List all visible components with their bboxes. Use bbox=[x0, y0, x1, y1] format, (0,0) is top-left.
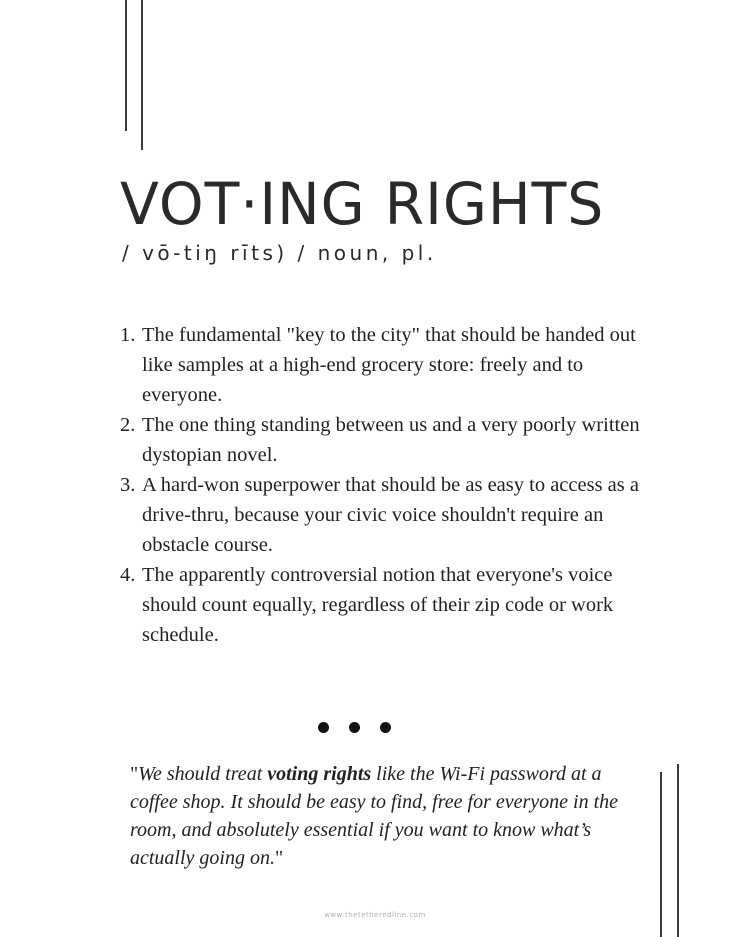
separator-dots bbox=[318, 722, 391, 733]
top-left-line-1 bbox=[125, 0, 127, 131]
dot-icon bbox=[318, 722, 329, 733]
quote-open-mark: " bbox=[130, 763, 139, 785]
definition-text: The fundamental "key to the city" that should be handed out like samples at a high-end grocery store: freely and to everyone. bbox=[142, 324, 636, 406]
definition-item bbox=[120, 320, 660, 410]
definition-item bbox=[120, 560, 660, 650]
quote-close-mark: " bbox=[274, 847, 284, 869]
quote-text-after: like the Wi-Fi password at a coffee shop. It should be easy to find, free for everyone in the room, and absolutely essential if you want to know what’s actually going on. bbox=[130, 763, 619, 869]
definition-number: 2. bbox=[120, 414, 136, 436]
definition-text: A hard-won superpower that should be as easy to access as a drive-thru, because your civic voice shouldn't require an obstacle course. bbox=[142, 474, 639, 556]
page-title: VOT·ING RIGHTS bbox=[120, 170, 605, 238]
pronunciation: / vō-tiŋ rīts) / noun, pl. bbox=[122, 241, 437, 265]
definition-item bbox=[120, 410, 660, 470]
quote-emphasis: voting rights bbox=[267, 763, 372, 785]
definition-list bbox=[120, 320, 660, 650]
definition-text: The one thing standing between us and a very poorly written dystopian novel. bbox=[142, 414, 640, 466]
top-left-line-2 bbox=[141, 0, 143, 150]
quote-text-before: We should treat bbox=[138, 763, 268, 785]
definition-text: The apparently controversial notion that everyone's voice should count equally, regardless of their zip code or work schedule. bbox=[142, 564, 614, 646]
quote bbox=[130, 760, 620, 872]
definition-number: 1. bbox=[120, 324, 136, 346]
definition-number: 3. bbox=[120, 474, 136, 496]
footer-url: www.thetetheredline.com bbox=[324, 911, 426, 919]
definition-item bbox=[120, 470, 660, 560]
dot-icon bbox=[380, 722, 391, 733]
definition-number: 4. bbox=[120, 564, 136, 586]
dot-icon bbox=[349, 722, 360, 733]
